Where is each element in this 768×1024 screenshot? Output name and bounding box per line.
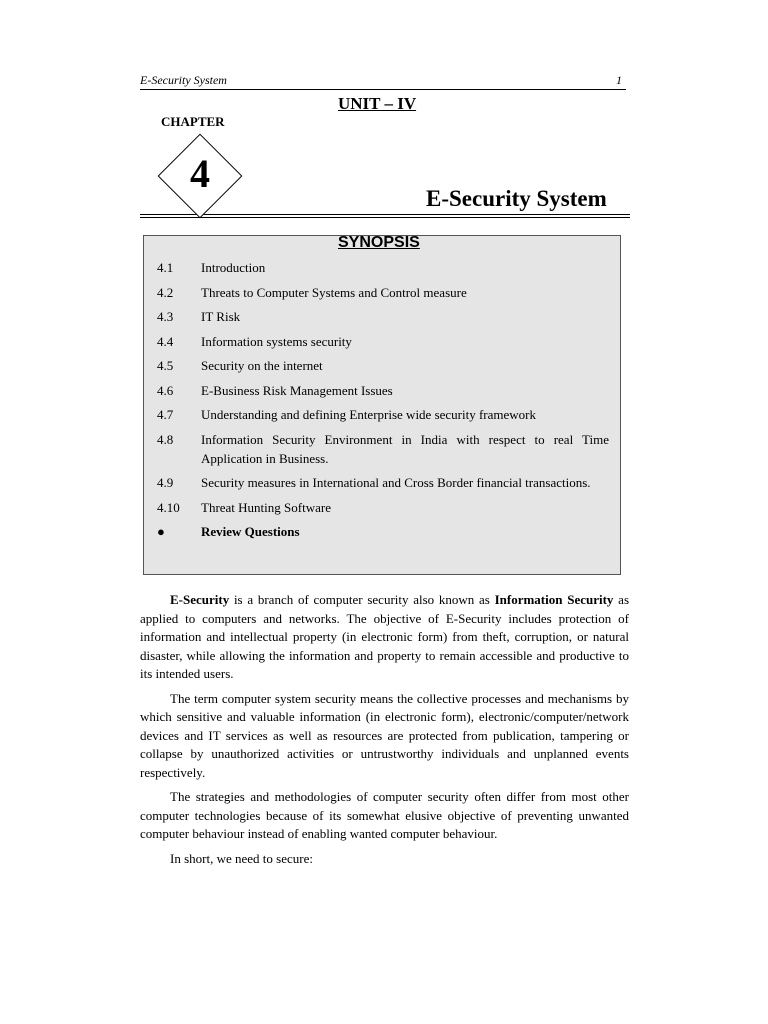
chapter-label: CHAPTER (161, 114, 225, 129)
synopsis-item-number: 4.10 (157, 499, 180, 515)
synopsis-item-text: IT Risk (201, 309, 241, 324)
synopsis-item-text: Information systems security (201, 333, 352, 349)
running-header-page-number: 1 (616, 73, 622, 87)
bullet-icon: ● (157, 524, 165, 539)
synopsis-item (157, 498, 609, 517)
synopsis-item-number: 4.7 (157, 407, 174, 422)
synopsis-item-number: 4.2 (157, 284, 174, 300)
paragraph-3: The strategies and methodologies of computer security often differ from most other computer technologies because of its somewhat elusive objective of preventing unwanted computer behaviour instead of enabling wanted computer behaviour. (140, 789, 629, 841)
synopsis-item (157, 258, 609, 277)
paragraph-1-mid: is a branch of computer security also known as (229, 592, 495, 607)
title-rule-top (140, 214, 630, 215)
synopsis-item-text: Threat Hunting Software (201, 499, 331, 515)
synopsis-item (157, 381, 609, 400)
synopsis-review-item (157, 522, 609, 541)
synopsis-item (157, 430, 609, 468)
body-text (140, 591, 629, 874)
synopsis-item-text: Information Security Environment in India with respect to real Time Application in Business. (201, 431, 609, 466)
synopsis-item-number: 4.1 (157, 260, 174, 275)
synopsis-item (157, 283, 609, 302)
paragraph-1-rest: as applied to computers and networks. The objective of E-Security includes protection of information and intellectual property (in electronic form) from theft, corruption, or natural disaster, while allowing the information and property to remain accessible and productive to its intended users. (140, 592, 629, 681)
unit-heading: UNIT – IV (338, 94, 417, 113)
synopsis-review-text: Review Questions (201, 524, 300, 539)
synopsis-item-number: 4.4 (157, 333, 174, 349)
synopsis-heading: SYNOPSIS (338, 234, 420, 251)
synopsis-item (157, 307, 609, 326)
synopsis-item-number: 4.8 (157, 431, 174, 447)
paragraph-2: The term computer system security means the collective processes and mechanisms by which sensitive and valuable information (in electronic form), electronic/computer/network devices and IT services as well as resources are protected from publication, tampering or collapse by unauthorized activities or untrustworthy individuals and unplanned events respectively. (140, 690, 629, 780)
synopsis-item-text: E-Business Risk Management Issues (201, 382, 393, 398)
synopsis-item (157, 405, 609, 424)
synopsis-item-text: Understanding and defining Enterprise wide security framework (201, 407, 537, 422)
synopsis-item-text: Introduction (201, 260, 266, 275)
term-e-security: E-Security (170, 592, 230, 607)
synopsis-item-number: 4.9 (157, 475, 174, 490)
paragraph-1 (140, 591, 629, 684)
synopsis-item (157, 356, 609, 375)
synopsis-item-number: 4.6 (157, 382, 174, 398)
synopsis-list (157, 258, 609, 547)
running-header-title: E-Security System (140, 73, 227, 87)
synopsis-item-text: Security on the internet (201, 358, 323, 373)
running-header-rule (140, 89, 626, 90)
synopsis-item-text: Threats to Computer Systems and Control measure (201, 284, 467, 300)
paragraph-4: In short, we need to secure: (170, 850, 313, 866)
synopsis-item (157, 473, 609, 492)
synopsis-item-number: 4.3 (157, 309, 174, 324)
chapter-number: 4 (190, 151, 210, 196)
synopsis-item-number: 4.5 (157, 358, 174, 373)
title-rule-bottom (140, 217, 630, 218)
synopsis-item (157, 332, 609, 351)
synopsis-item-text: Security measures in International and Cross Border financial transactions. (201, 475, 591, 490)
chapter-title: E-Security System (426, 186, 607, 211)
term-information-security: Information Security (494, 592, 614, 607)
